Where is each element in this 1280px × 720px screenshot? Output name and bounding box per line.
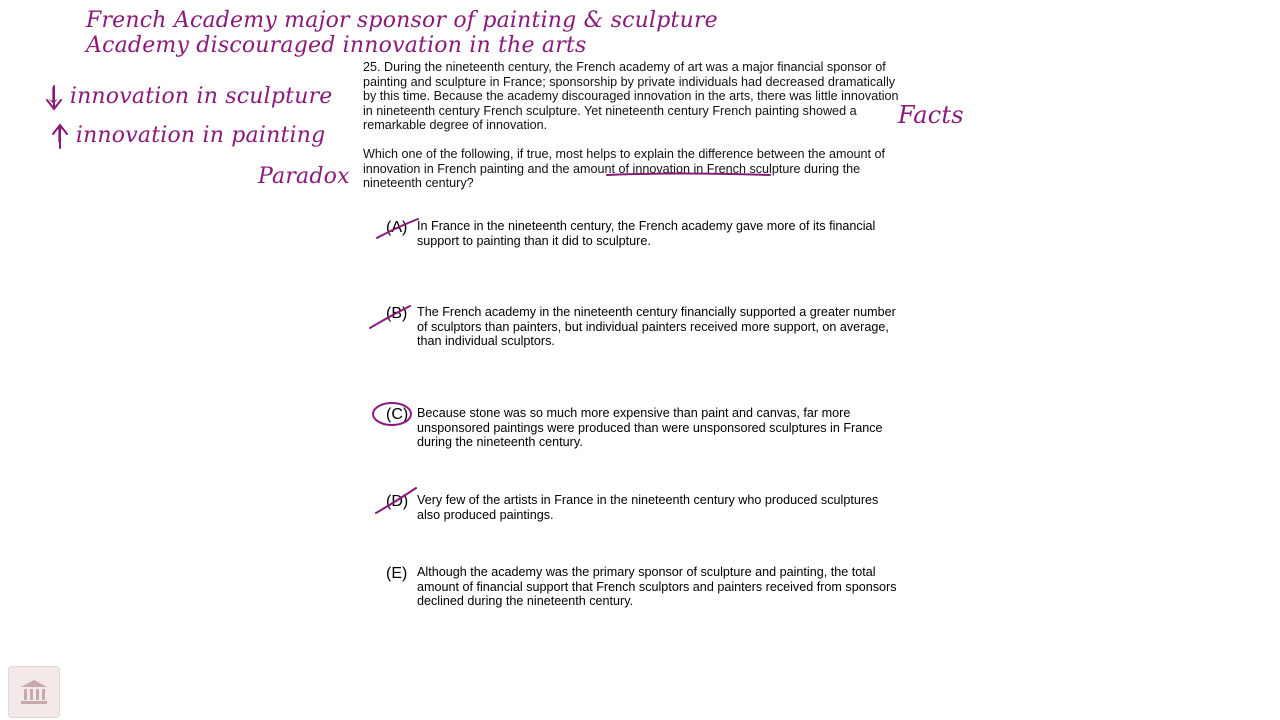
annotation-less-innovation-sculpture: ↓ innovation in sculpture — [44, 84, 333, 109]
option-text: Because stone was so much more expensive than paint and canvas, far more unsponsored paintings were produced than were unsponsored sculptures in France during the nineteenth century. — [417, 406, 883, 450]
annotation-sponsor: French Academy major sponsor of painting & sculpture — [86, 8, 718, 33]
stem-text-after: the difference between the amount of innovation in French painting and the amount of innovation in French sculpture during the nineteenth century? — [363, 146, 886, 191]
passage-text: During the nineteenth century, the French academy of art was a major financial sponsor of painting and sculpture in France; sponsorship by private individuals had decreased dramatically by this time. Because the academy discouraged innovation in the arts, there was little innovation in nineteenth century French sculpture. Yet nineteenth century French painting showed a remarkable degree of innovation. — [363, 60, 899, 133]
option-text: Very few of the artists in France in the nineteenth century who produced sculptures also produced paintings. — [417, 493, 879, 522]
stem-text-underlined: most helps to explain — [555, 146, 674, 161]
question-document — [363, 60, 903, 191]
option-letter: (B) — [386, 305, 408, 322]
annotation-paradox: Paradox — [258, 164, 350, 189]
option-text: The French academy in the nineteenth century financially supported a greater number of sculptors than painters, but individual painters received more support, on average, than individual sculptors. — [417, 305, 896, 349]
option-letter: (C) — [386, 406, 409, 423]
option-letter: (D) — [386, 493, 409, 510]
logo — [8, 666, 60, 718]
option-text: Although the academy was the primary sponsor of sculpture and painting, the total amount of financial support that French sculptors and painters received from sponsors declined during the nineteenth century. — [417, 565, 897, 609]
stem-text-before: Which one of the following, if true, — [363, 146, 556, 161]
question-stem — [363, 147, 903, 191]
option-text: In France in the nineteenth century, the French academy gave more of its financial support to painting than it did to sculpture. — [417, 219, 876, 248]
question-passage — [363, 60, 903, 133]
annotation-more-innovation-painting: ↑ innovation in painting — [50, 123, 326, 148]
building-columns-icon — [19, 678, 49, 706]
annotation-facts: Facts — [898, 101, 964, 129]
option-letter: (A) — [386, 219, 408, 236]
question-number: 25. — [363, 60, 381, 74]
option-letter: (E) — [386, 565, 408, 582]
annotation-discouraged: Academy discouraged innovation in the arts — [86, 33, 587, 58]
